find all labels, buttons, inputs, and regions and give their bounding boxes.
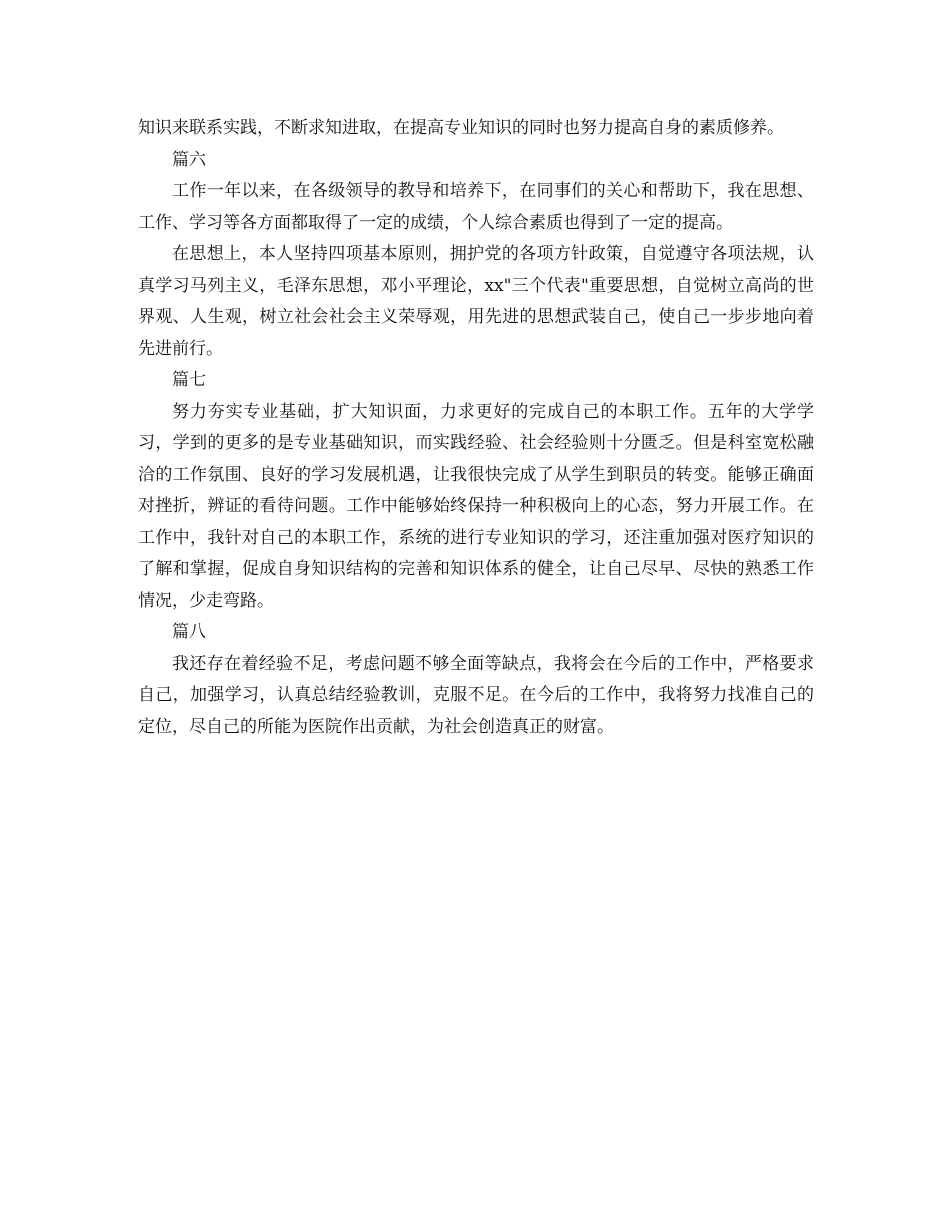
document-body [138, 113, 814, 743]
section-6-paragraph-1: 工作一年以来，在各级领导的教导和培养下，在同事们的关心和帮助下，我在思想、工作、学习等各方面都取得了一定的成绩，个人综合素质也得到了一定的提高。 [138, 181, 814, 233]
section-heading-7: 篇七 [172, 370, 206, 390]
section-7-paragraph-1: 努力夯实专业基础，扩大知识面，力求更好的完成自己的本职工作。五年的大学学习，学到的更多的是专业基础知识，而实践经验、社会经验则十分匮乏。但是科室宽松融洽的工作氛围、良好的学习发展机遇，让我很快完成了从学生到职员的转变。能够正确面对挫折，辨证的看待问题。工作中能够始终保持一种积极向上的心态，努力开展工作。在工作中，我针对自己的本职工作，系统的进行专业知识的学习，还注重加强对医疗知识的了解和掌握，促成自身知识结构的完善和知识体系的健全，让自己尽早、尽快的熟悉工作情况，少走弯路。 [138, 401, 814, 611]
section-6-paragraph-2: 在思想上，本人坚持四项基本原则，拥护党的各项方针政策，自觉遵守各项法规，认真学习马列主义，毛泽东思想，邓小平理论，xx"三个代表"重要思想，自觉树立高尚的世界观、人生观，树立社会社会主义荣辱观，用先进的思想武装自己，使自己一步步地向着先进前行。 [138, 244, 814, 359]
continuation-paragraph: 知识来联系实践，不断求知进取，在提高专业知识的同时也努力提高自身的素质修养。 [138, 118, 784, 138]
section-heading-8: 篇八 [172, 622, 206, 642]
section-8-paragraph-1: 我还存在着经验不足，考虑问题不够全面等缺点，我将会在今后的工作中，严格要求自己，加强学习，认真总结经验教训，克服不足。在今后的工作中，我将努力找准自己的定位，尽自己的所能为医院作出贡献，为社会创造真正的财富。 [138, 653, 814, 737]
section-heading-6: 篇六 [172, 149, 206, 170]
